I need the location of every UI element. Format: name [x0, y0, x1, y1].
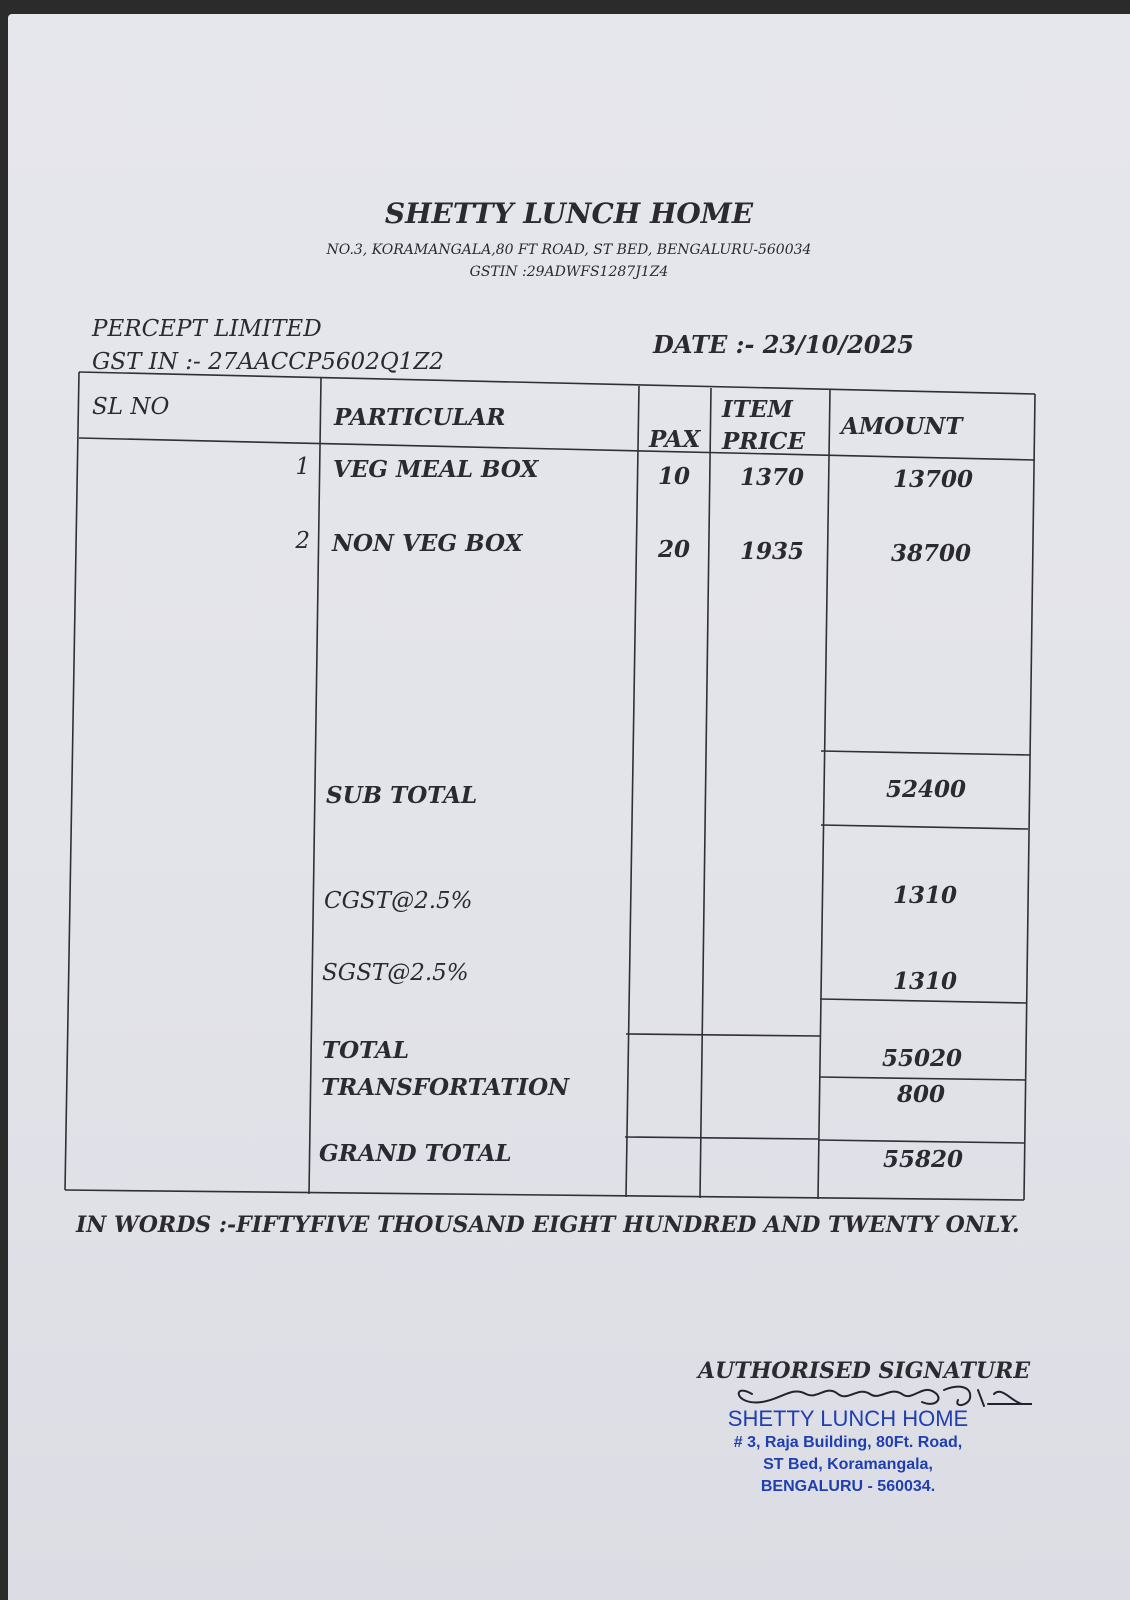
- grand-total-value: 55820: [883, 1146, 964, 1173]
- sgst-value: 1310: [893, 968, 958, 995]
- row2-sl: 2: [295, 528, 310, 554]
- vendor-gstin: GSTIN :29ADWFS1287J1Z4: [469, 264, 669, 280]
- customer-gst: GST IN :- 27AACCP5602Q1Z2: [92, 349, 444, 375]
- transport-value: 800: [897, 1081, 946, 1108]
- customer-name: PERCEPT LIMITED: [92, 316, 322, 342]
- invoice-paper: [8, 14, 1130, 1600]
- row1-particular: VEG MEAL BOX: [333, 456, 539, 483]
- header-particular: PARTICULAR: [334, 404, 506, 431]
- subtotal-label: SUB TOTAL: [326, 782, 478, 809]
- header-item-price-line2: PRICE: [722, 428, 806, 455]
- header-amount: AMOUNT: [841, 413, 963, 440]
- company-stamp: [708, 1406, 988, 1498]
- grand-total-label: GRAND TOTAL: [319, 1140, 512, 1167]
- transport-label: TRANSFORTATION: [321, 1074, 570, 1101]
- cgst-value: 1310: [893, 882, 958, 909]
- authorised-signature-label: AUTHORISED SIGNATURE: [698, 1358, 1031, 1384]
- vendor-address: NO.3, KORAMANGALA,80 FT ROAD, ST BED, BENGALURU-560034: [326, 242, 812, 258]
- stamp-company-name: SHETTY LUNCH HOME: [727, 1406, 969, 1431]
- row2-pax: 20: [658, 536, 691, 563]
- sgst-label: SGST@2.5%: [322, 960, 469, 986]
- header-sl-no: SL NO: [92, 394, 170, 420]
- amount-in-words: IN WORDS :-FIFTYFIVE THOUSAND EIGHT HUNDRED AND TWENTY ONLY.: [76, 1212, 1020, 1238]
- row2-price: 1935: [740, 538, 805, 565]
- row1-sl: 1: [295, 454, 310, 480]
- header-item-price-line1: ITEM: [722, 396, 793, 423]
- row1-price: 1370: [740, 464, 805, 491]
- stamp-address-line2: ST Bed, Koramangala,: [763, 1456, 933, 1473]
- header-pax: PAX: [649, 426, 701, 453]
- total-label: TOTAL: [322, 1037, 410, 1064]
- stamp-address-line1: # 3, Raja Building, 80Ft. Road,: [733, 1434, 963, 1451]
- stamp-address-line3: BENGALURU - 560034.: [760, 1478, 936, 1495]
- row2-particular: NON VEG BOX: [332, 530, 523, 557]
- row2-amount: 38700: [891, 540, 972, 567]
- total-value: 55020: [882, 1045, 963, 1072]
- row1-amount: 13700: [893, 466, 974, 493]
- invoice-date: DATE :- 23/10/2025: [653, 330, 914, 359]
- row1-pax: 10: [658, 463, 691, 490]
- vendor-name: SHETTY LUNCH HOME: [384, 197, 754, 230]
- cgst-label: CGST@2.5%: [324, 888, 473, 914]
- subtotal-value: 52400: [886, 776, 967, 803]
